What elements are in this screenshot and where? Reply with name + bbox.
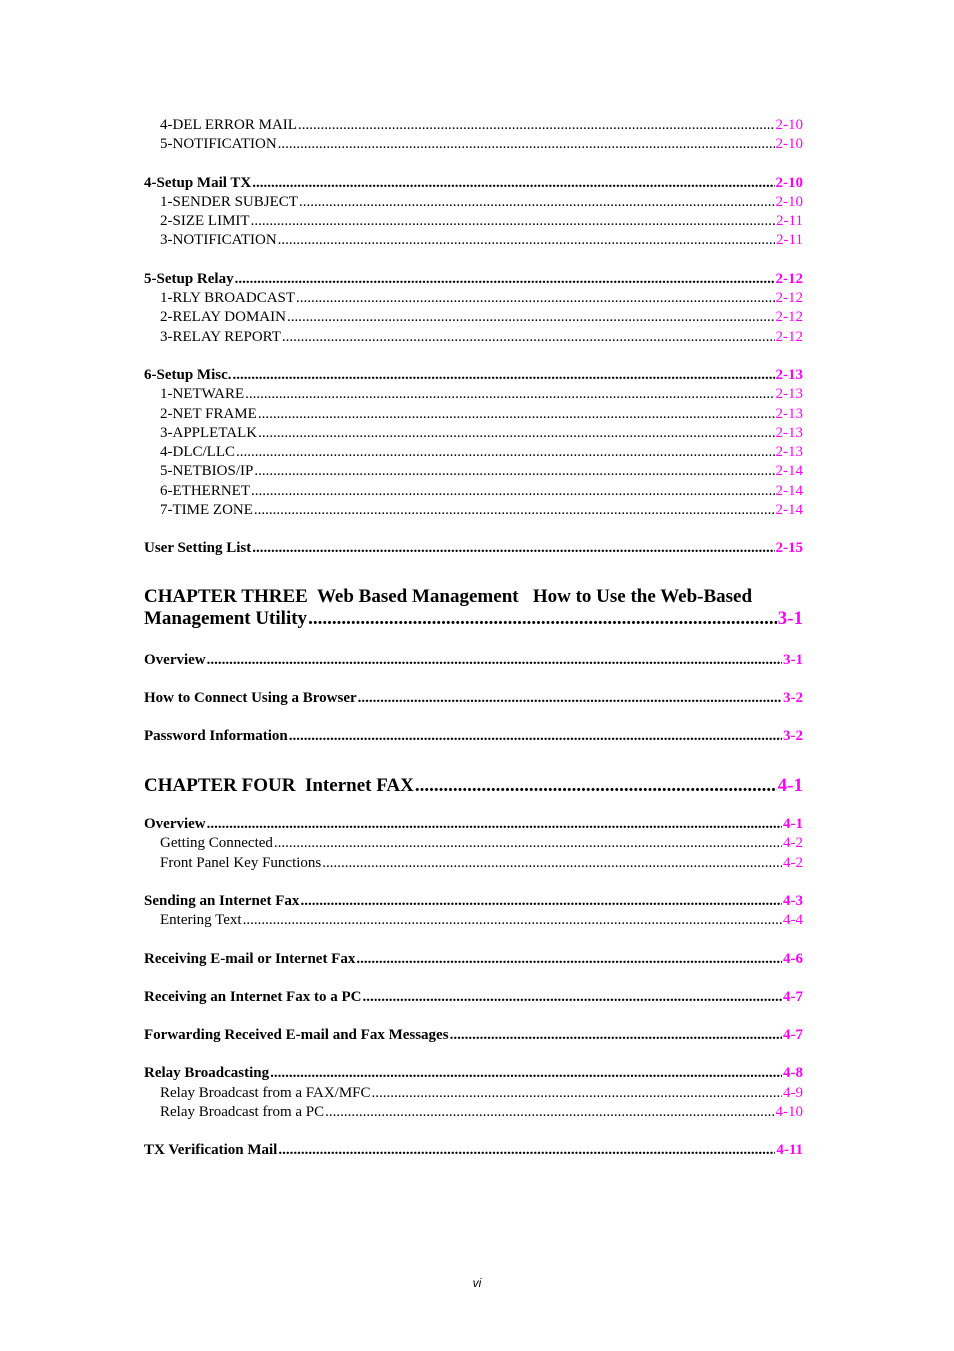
toc-entry (144, 289, 803, 308)
toc-section (144, 988, 803, 1007)
toc-entry (144, 482, 803, 501)
toc-page-ref: 2-12 (775, 270, 803, 287)
toc-entry-label: 1-RLY BROADCAST (160, 290, 296, 307)
toc-page-ref: 2-10 (775, 117, 803, 133)
toc-chapter (144, 586, 803, 631)
toc-entry-label: Front Panel Key Functions (160, 854, 322, 871)
leader-dots (207, 815, 782, 834)
toc-chapter-label-cont: Management Utility (144, 608, 308, 630)
leader-dots (372, 1084, 782, 1103)
leader-dots (251, 482, 775, 501)
toc-entry-label: 3-NOTIFICATION (160, 232, 277, 249)
toc-chapter (144, 775, 803, 798)
toc-page-ref: 2-11 (776, 213, 803, 230)
toc-section (144, 1141, 803, 1160)
leader-dots (251, 212, 775, 231)
toc-entry (144, 135, 803, 154)
leader-dots (254, 501, 775, 520)
toc-page-ref: 2-13 (775, 424, 803, 441)
leader-dots (235, 270, 775, 289)
toc-entry (144, 231, 803, 250)
toc-page-ref: 4-3 (783, 892, 803, 909)
toc-section (144, 1026, 803, 1045)
toc-entry-label: 1-SENDER SUBJECT (160, 193, 298, 210)
leader-dots (278, 135, 775, 154)
toc-section-label: Receiving E-mail or Internet Fax (144, 950, 356, 967)
toc-entry (144, 1084, 803, 1103)
toc-entry-label: 5-NETBIOS/IP (160, 463, 254, 480)
toc-entry-label: 1-NETWARE (160, 386, 245, 403)
leader-dots (450, 1026, 782, 1045)
toc-page-ref: 2-14 (775, 463, 803, 480)
toc-entry-label: Getting Connected (160, 835, 273, 852)
toc-entry-label: 2-NET FRAME (160, 405, 257, 422)
leader-dots (356, 950, 782, 969)
leader-dots (282, 328, 775, 347)
leader-dots (252, 539, 774, 558)
toc-page-ref: 2-13 (775, 386, 803, 403)
toc-page-ref: 4-1 (783, 816, 803, 833)
toc-entry-label: Relay Broadcast from a PC (160, 1104, 325, 1120)
leader-dots (300, 892, 782, 911)
toc-page-ref: 2-13 (775, 366, 803, 383)
toc-page-ref: 3-2 (783, 689, 803, 706)
toc-page-ref: 2-12 (775, 328, 803, 345)
toc-page-ref: 3-1 (783, 651, 803, 668)
toc-entry (144, 424, 803, 443)
toc-section-label: Relay Broadcasting (144, 1065, 270, 1082)
toc-section-label: Receiving an Internet Fax to a PC (144, 988, 362, 1005)
toc-entry-label: Relay Broadcast from a FAX/MFC (160, 1084, 371, 1101)
toc-entry-label: 6-ETHERNET (160, 482, 250, 499)
toc-page-ref: 4-2 (783, 835, 803, 852)
toc-entry (144, 308, 803, 327)
toc-section (144, 366, 803, 385)
toc-section-label: Overview (144, 651, 206, 668)
toc-section-label: Sending an Internet Fax (144, 892, 300, 909)
toc-section-label: Password Information (144, 728, 288, 745)
toc-entry-label: 2-SIZE LIMIT (160, 213, 250, 230)
toc-section (144, 950, 803, 969)
toc-section-label: 5-Setup Relay (144, 270, 234, 287)
leader-dots (258, 405, 775, 424)
toc-section-label: Overview (144, 816, 206, 833)
toc-entry-label: 5-NOTIFICATION (160, 136, 277, 153)
toc-chapter-label: CHAPTER THREE Web Based Management How to Use the Web-Based (144, 585, 753, 607)
toc-entry-label: 7-TIME ZONE (160, 502, 253, 519)
page-number: vi (472, 1276, 482, 1290)
toc-entry (144, 911, 803, 930)
toc-entry (144, 854, 803, 873)
toc-section (144, 1064, 803, 1083)
toc-page-ref: 2-12 (775, 290, 803, 307)
leader-dots (298, 116, 775, 135)
leader-dots (358, 689, 782, 708)
toc-entry-label: Entering Text (160, 912, 242, 929)
toc-page-ref: 4-6 (783, 950, 803, 967)
toc-page-ref: 2-10 (775, 193, 803, 210)
toc-entry (144, 193, 803, 212)
toc-entry-label: 4-DEL ERROR MAIL (160, 117, 297, 133)
toc-page-ref: 4-4 (783, 912, 803, 929)
toc-section (144, 892, 803, 911)
toc-entry (144, 462, 803, 481)
leader-dots (287, 308, 775, 327)
toc-page-ref: 2-14 (775, 502, 803, 519)
leader-dots (296, 289, 774, 308)
toc-entry-label: 3-RELAY REPORT (160, 328, 281, 345)
toc-entry-label: 4-DLC/LLC (160, 444, 235, 461)
toc-page-ref: 2-10 (775, 136, 803, 153)
leader-dots (245, 385, 774, 404)
toc-page-ref: 2-13 (775, 405, 803, 422)
leader-dots (233, 366, 775, 385)
toc-entry-label: 2-RELAY DOMAIN (160, 309, 286, 326)
toc-section-label: 4-Setup Mail TX (144, 174, 252, 191)
toc-entry (144, 501, 803, 520)
toc-entry (144, 834, 803, 853)
toc-section (144, 539, 803, 558)
toc-page-ref: 2-15 (775, 540, 803, 557)
toc-section-label: TX Verification Mail (144, 1142, 278, 1159)
leader-dots (207, 651, 782, 670)
toc-page-ref: 4-9 (783, 1084, 803, 1101)
leader-dots (362, 988, 782, 1007)
toc-entry-label: 3-APPLETALK (160, 424, 258, 441)
toc-chapter-label: CHAPTER FOUR Internet FAX (144, 774, 414, 796)
toc-section (144, 727, 803, 746)
toc-page-ref: 4-2 (783, 854, 803, 871)
toc-section (144, 689, 803, 708)
toc-section-label: User Setting List (144, 540, 252, 557)
toc-entry (144, 212, 803, 231)
leader-dots (289, 727, 782, 746)
leader-dots (325, 1103, 774, 1122)
leader-dots (258, 424, 774, 443)
toc-section-label: How to Connect Using a Browser (144, 689, 357, 706)
toc-page-ref: 3-1 (777, 608, 803, 630)
leader-dots (278, 1141, 775, 1160)
toc-section (144, 174, 803, 193)
leader-dots (278, 231, 775, 250)
leader-dots (299, 193, 775, 212)
toc-entry (144, 328, 803, 347)
leader-dots (415, 775, 777, 798)
toc-section (144, 651, 803, 670)
toc-page-ref: 2-14 (775, 482, 803, 499)
toc-section-label: Forwarding Received E-mail and Fax Messages (144, 1027, 449, 1044)
toc-entry (144, 405, 803, 424)
toc-page-ref: 2-10 (775, 174, 803, 191)
toc-page-ref: 4-1 (777, 774, 803, 796)
toc-page-ref: 4-10 (775, 1104, 803, 1120)
toc-entry (144, 443, 803, 462)
toc-page-ref: 2-12 (775, 309, 803, 326)
toc-section (144, 815, 803, 834)
leader-dots (322, 854, 782, 873)
leader-dots (254, 462, 774, 481)
leader-dots (243, 911, 782, 930)
toc-section (144, 270, 803, 289)
toc-page-ref: 4-8 (783, 1065, 803, 1082)
leader-dots (308, 608, 777, 631)
leader-dots (274, 834, 782, 853)
toc-entry (144, 116, 803, 135)
toc-page-ref: 3-2 (783, 728, 803, 745)
toc-page-ref: 4-11 (776, 1142, 803, 1159)
toc-page-ref: 4-7 (783, 988, 803, 1005)
toc-section-label: 6-Setup Misc. (144, 366, 232, 383)
leader-dots (236, 443, 775, 462)
toc-page-ref: 4-7 (783, 1027, 803, 1044)
toc-page-ref: 2-11 (776, 232, 803, 249)
toc-page-ref: 2-13 (775, 444, 803, 461)
leader-dots (252, 174, 774, 193)
toc-entry (144, 385, 803, 404)
table-of-contents (144, 116, 803, 1161)
leader-dots (270, 1064, 782, 1083)
toc-entry (144, 1103, 803, 1122)
